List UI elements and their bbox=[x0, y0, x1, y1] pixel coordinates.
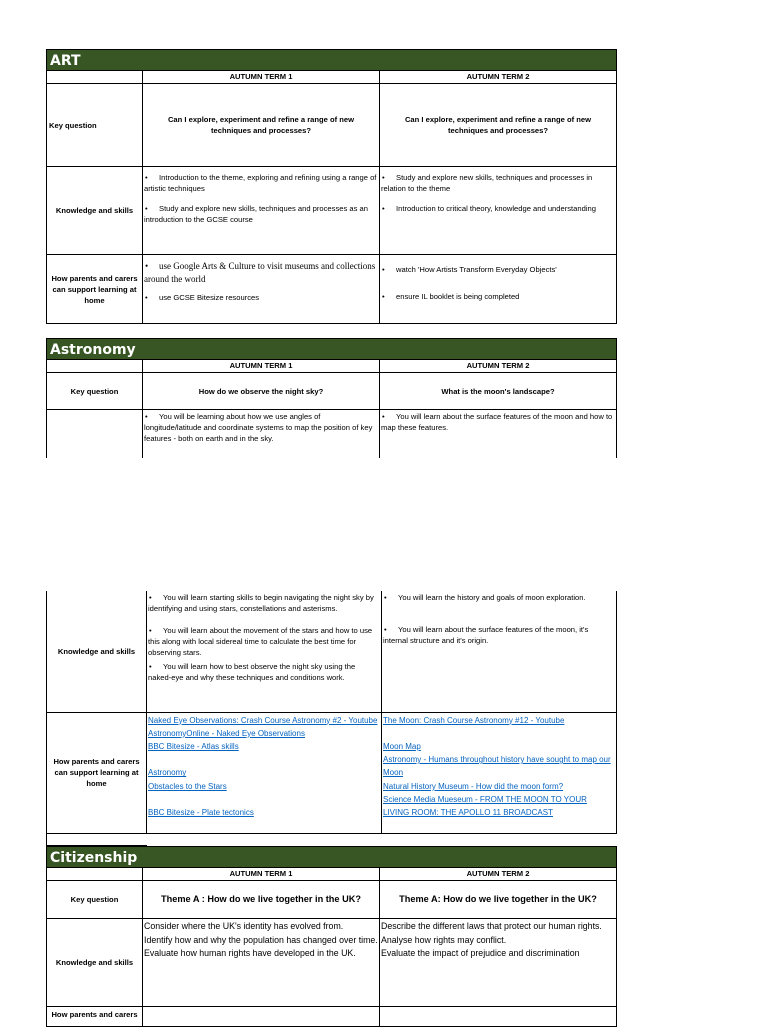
art-home-label: How parents and carers can support learning at home bbox=[47, 255, 143, 324]
astro-ks-top-t2 bbox=[380, 410, 617, 458]
astro-links-t1 bbox=[147, 712, 382, 833]
art-key-t2: Can I explore, experiment and refine a range of new techniques and processes? bbox=[380, 84, 617, 167]
list-item: • use GCSE Bitesize resources bbox=[144, 292, 378, 303]
list-item: • ensure IL booklet is being completed bbox=[381, 291, 615, 302]
link[interactable]: BBC Bitesize - Plate tectonics bbox=[148, 807, 254, 817]
list-item: • Study and explore new skills, techniques and processes in relation to the theme bbox=[381, 172, 615, 194]
list-item: • Study and explore new skills, techniques and processes as an introduction to the GCSE course bbox=[144, 203, 378, 225]
link[interactable]: Obstacles to the Stars bbox=[148, 781, 227, 791]
list-item: Identify how and why the population has changed over time. bbox=[144, 934, 378, 945]
cit-ks-label: Knowledge and skills bbox=[47, 919, 143, 1007]
astro-ks-t2 bbox=[382, 591, 617, 712]
list-item: • Introduction to critical theory, knowledge and understanding bbox=[381, 203, 615, 214]
list-item: • Introduction to the theme, exploring and refining using a range of artistic techniques bbox=[144, 172, 378, 194]
astro-ks-top-label bbox=[47, 410, 143, 458]
cit-col-term1: AUTUMN TERM 1 bbox=[143, 868, 380, 881]
corner-cell bbox=[47, 868, 143, 881]
cit-ks-t2 bbox=[380, 919, 617, 1007]
astro-key-label: Key question bbox=[47, 373, 143, 410]
list-item: • You will learn about the surface features of the moon and how to map these features. bbox=[381, 411, 615, 433]
link[interactable]: Naked Eye Observations: Crash Course Astronomy #2 - Youtube bbox=[148, 715, 378, 725]
art-key-t1: Can I explore, experiment and refine a range of new techniques and processes? bbox=[143, 84, 380, 167]
art-home-t1 bbox=[143, 255, 380, 324]
astro-key-t1: How do we observe the night sky? bbox=[143, 373, 380, 410]
cit-col-term2: AUTUMN TERM 2 bbox=[380, 868, 617, 881]
art-col-term1: AUTUMN TERM 1 bbox=[143, 71, 380, 84]
astro-col-term2: AUTUMN TERM 2 bbox=[380, 360, 617, 373]
list-item: • You will learn about the surface features of the moon, it's internal structure and it's origin. bbox=[383, 624, 615, 646]
art-home-t2 bbox=[380, 255, 617, 324]
citizenship-section bbox=[46, 846, 617, 1027]
link[interactable]: Astronomy bbox=[148, 768, 187, 778]
art-section bbox=[46, 49, 617, 324]
astro-col-term1: AUTUMN TERM 1 bbox=[143, 360, 380, 373]
link[interactable]: Natural History Museum - How did the moon form? bbox=[383, 781, 564, 791]
cit-home-label: How parents and carers bbox=[47, 1007, 143, 1027]
astro-links-t2 bbox=[382, 712, 617, 833]
astro-ks-t1 bbox=[147, 591, 382, 712]
spacer-cell bbox=[147, 833, 382, 845]
link[interactable]: Science Media Mueseum - FROM THE MOON TO YOUR LIVING ROOM: THE APOLLO 11 BROADCAST bbox=[383, 794, 587, 818]
astronomy-section bbox=[46, 338, 617, 458]
list-item: • You will learn how to best observe the night sky using the naked-eye and why these techniques and conditions work. bbox=[148, 661, 380, 683]
art-key-label: Key question bbox=[47, 84, 143, 167]
link[interactable]: Astronomy - Humans throughout history have sought to map our Moon bbox=[383, 755, 611, 778]
astro-key-t2: What is the moon's landscape? bbox=[380, 373, 617, 410]
art-title: ART bbox=[46, 49, 617, 71]
list-item: • You will be learning about how we use angles of longitude/latitude and coordinate systems to map the position of key features - both on earth and in the sky. bbox=[144, 411, 378, 444]
corner-cell bbox=[47, 71, 143, 84]
list-item: Describe the different laws that protect our human rights. bbox=[381, 921, 602, 931]
spacer-cell bbox=[47, 833, 147, 845]
astronomy-title: Astronomy bbox=[46, 338, 617, 360]
astro-ks-label: Knowledge and skills bbox=[47, 591, 147, 712]
list-item: • You will learn about the movement of the stars and how to use this along with local sidereal time to calculate the best time for observing stars. bbox=[148, 625, 380, 658]
list-item: Consider where the UK's identity has evolved from. bbox=[144, 921, 344, 931]
list-item: • watch 'How Artists Transform Everyday Objects' bbox=[381, 264, 615, 275]
corner-cell bbox=[47, 360, 143, 373]
art-table bbox=[46, 71, 617, 324]
cit-key-label: Key question bbox=[47, 881, 143, 919]
list-item: • use Google Arts & Culture to visit museums and collections around the world bbox=[144, 260, 378, 286]
list-item: • You will learn starting skills to begin navigating the night sky by identifying and using stars, constellations and asterisms. bbox=[148, 592, 380, 614]
link[interactable]: Moon Map bbox=[383, 741, 421, 751]
link[interactable]: The Moon: Crash Course Astronomy #12 - Youtube bbox=[383, 715, 565, 725]
astro-ks-top-t1 bbox=[143, 410, 380, 458]
art-ks-t2 bbox=[380, 167, 617, 255]
astronomy-table-top bbox=[46, 360, 617, 458]
link[interactable]: BBC Bitesize - Atlas skills bbox=[148, 742, 239, 752]
art-ks-label: Knowledge and skills bbox=[47, 167, 143, 255]
list-item: • You will learn the history and goals of moon exploration. bbox=[383, 592, 615, 603]
citizenship-table bbox=[46, 868, 617, 1027]
astro-home-label: How parents and carers can support learning at home bbox=[47, 712, 147, 833]
list-item: Evaluate the impact of prejudice and discrimination bbox=[381, 948, 580, 959]
citizenship-title: Citizenship bbox=[46, 846, 617, 868]
art-ks-t1 bbox=[143, 167, 380, 255]
cit-ks-t1 bbox=[143, 919, 380, 1007]
cit-key-t1: Theme A : How do we live together in the UK? bbox=[143, 881, 380, 919]
list-item: Analyse how rights may conflict. bbox=[381, 934, 507, 945]
art-col-term2: AUTUMN TERM 2 bbox=[380, 71, 617, 84]
spacer-cell bbox=[382, 833, 617, 845]
list-item: Evaluate how human rights have developed in the UK. bbox=[144, 948, 356, 959]
cit-key-t2: Theme A: How do we live together in the UK? bbox=[380, 881, 617, 919]
astronomy-continued bbox=[46, 591, 617, 846]
link[interactable]: AstronomyOnline - Naked Eye Observations bbox=[148, 728, 305, 738]
astronomy-table-bottom bbox=[46, 591, 617, 846]
